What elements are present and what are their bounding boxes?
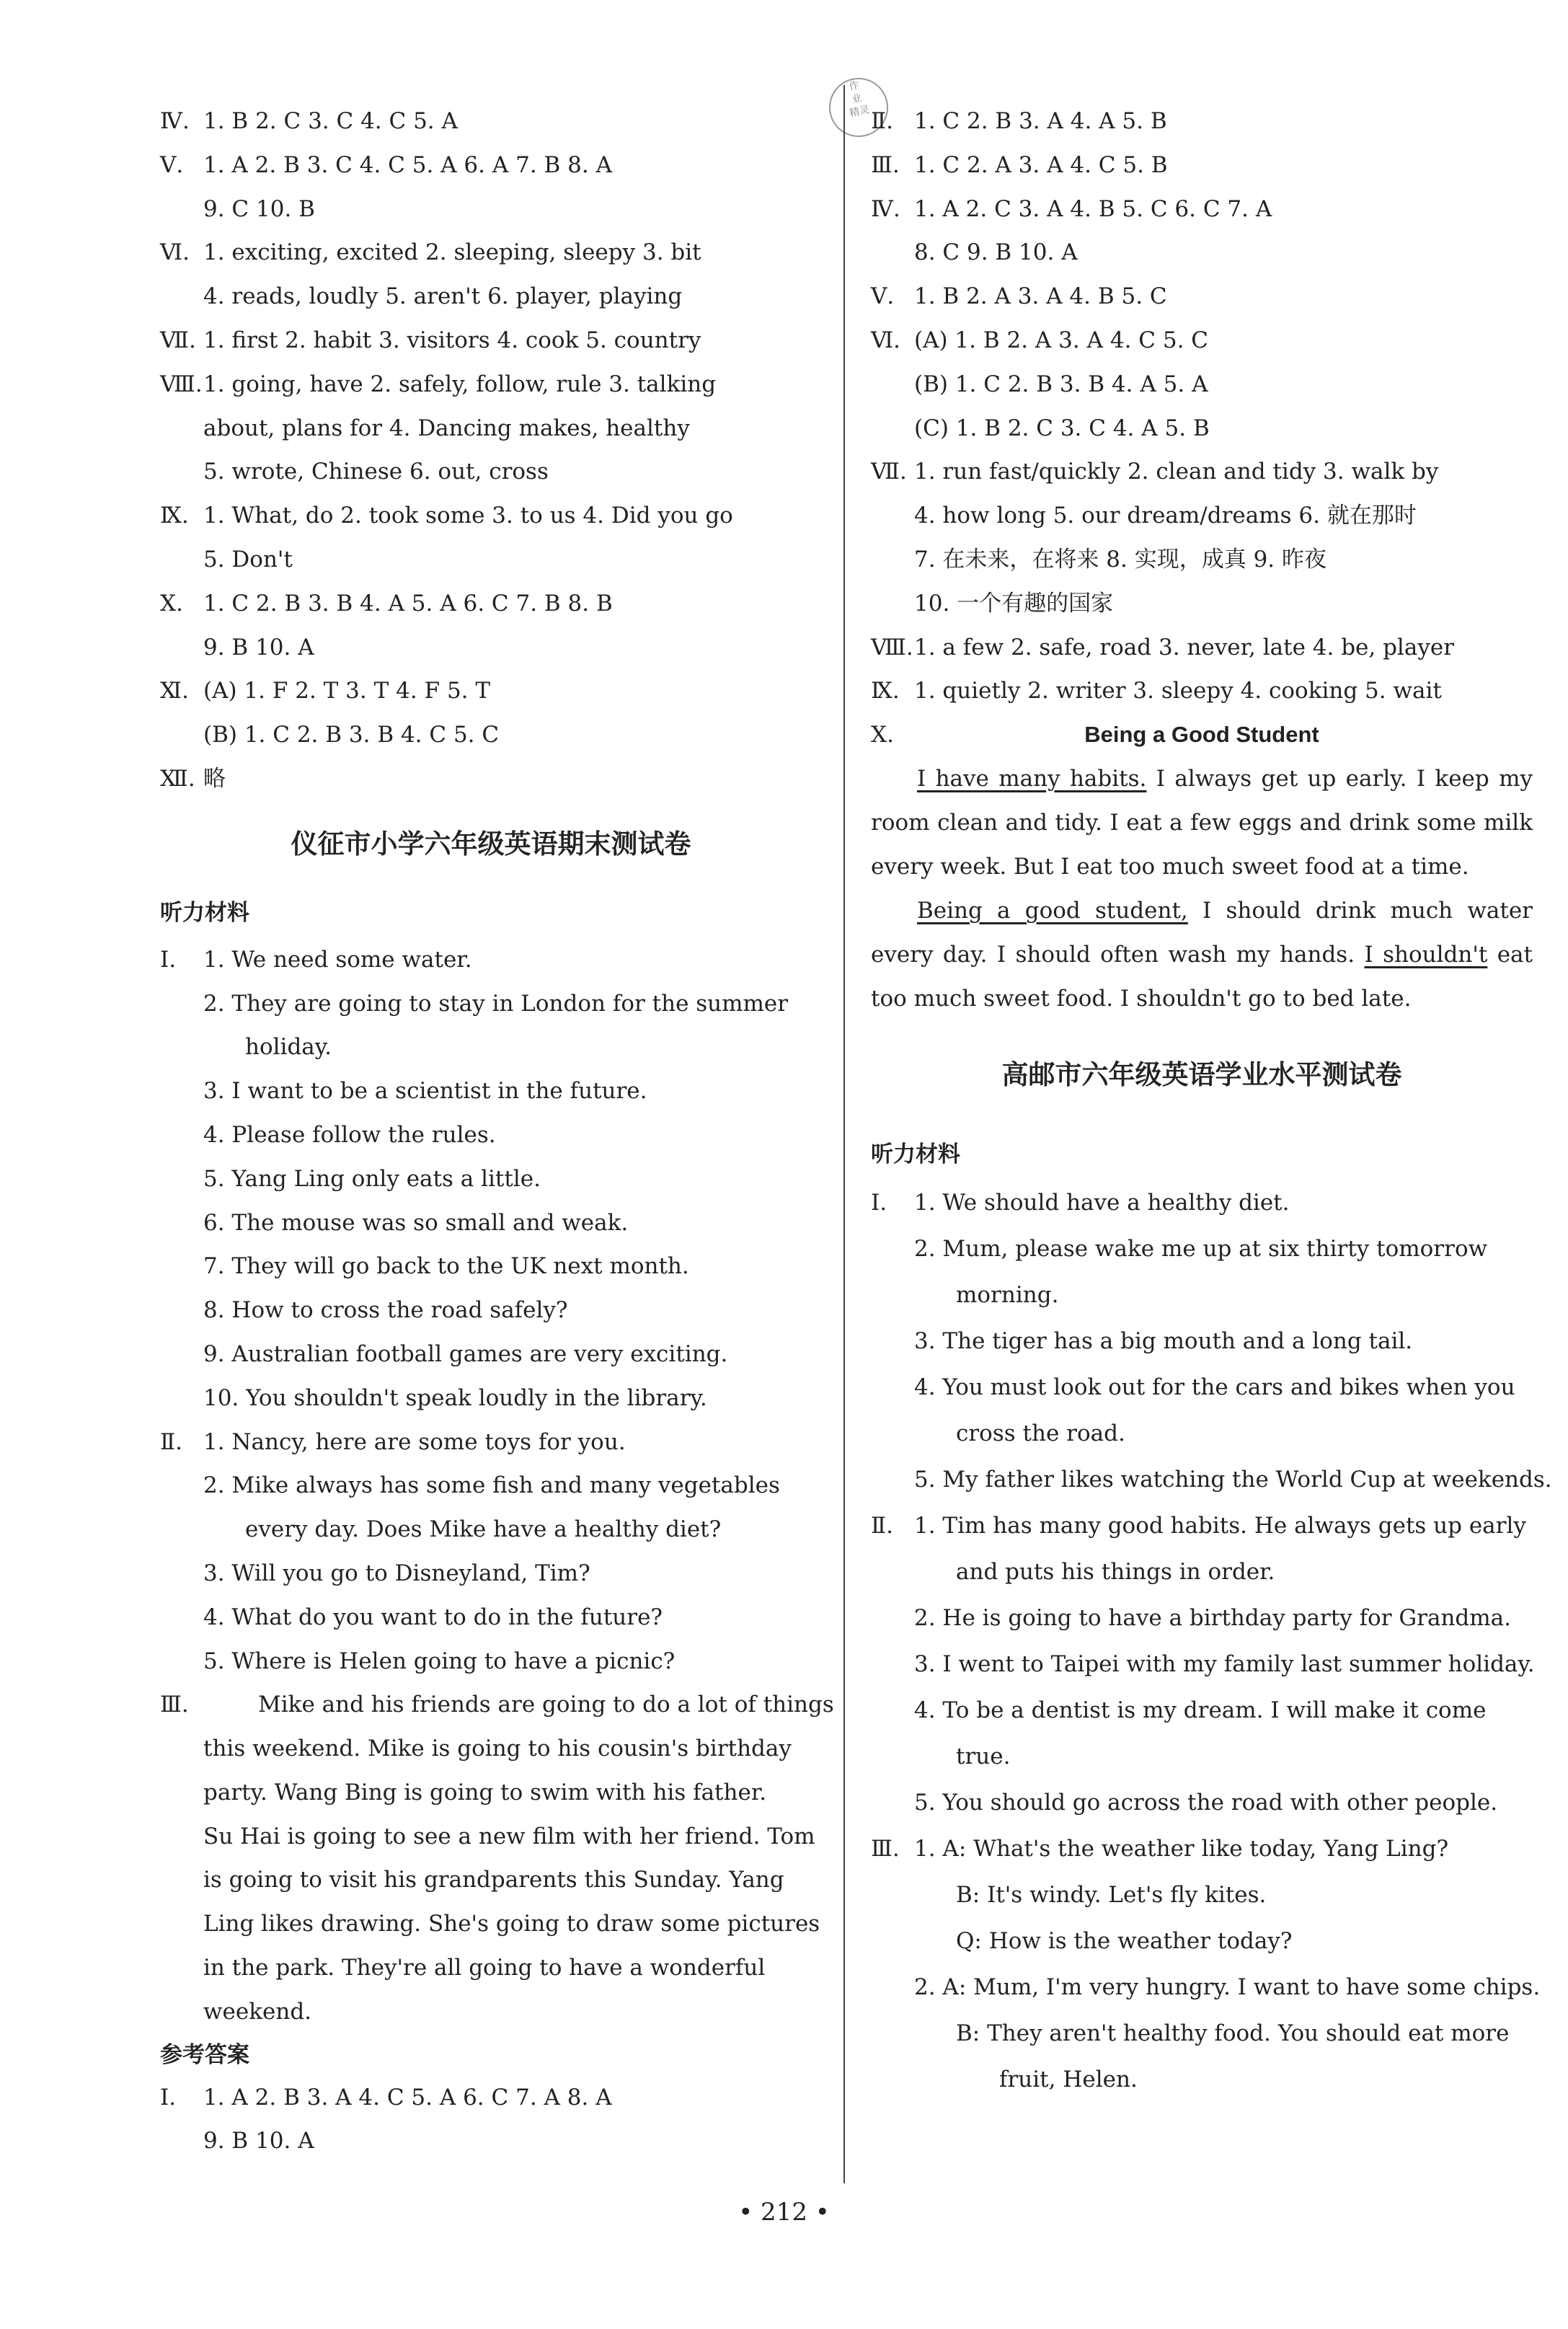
answer-line: Ⅳ. 1. A 2. C 3. A 4. B 5. C 6. C 7. A xyxy=(871,195,1272,222)
listening-line: morning. xyxy=(956,1281,1059,1308)
listening-line: this weekend. Mike is going to his cousin's birthday xyxy=(203,1736,792,1762)
answer-line: 9. B 10. A xyxy=(203,2128,314,2155)
answer-line: Ⅷ.1. a few 2. safe, road 3. never, late 4. be, player xyxy=(871,634,1455,660)
listening-part-3 xyxy=(871,1826,1541,2103)
answer-line: Ⅳ. 1. B 2. C 3. C 4. C 5. A xyxy=(160,108,458,134)
listening-line: 7. They will go back to the UK next month. xyxy=(203,1253,689,1280)
answer-line: Ⅱ. 1. C 2. B 3. A 4. A 5. B xyxy=(871,108,1167,134)
listening-part-1 xyxy=(160,938,822,1420)
listening-line: Su Hai is going to see a new film with her friend. Tom xyxy=(203,1823,815,1850)
answer-line: 5. wrote, Chinese 6. out, cross xyxy=(203,459,549,485)
essay-answer xyxy=(871,713,1533,1021)
listening-line: 2. They are going to stay in London for the summer xyxy=(203,990,789,1017)
listening-line: 3. I want to be a scientist in the future. xyxy=(203,1078,647,1105)
answer-line: Ⅶ. 1. first 2. habit 3. visitors 4. cook 5. country xyxy=(160,327,701,353)
listening-line: Ⅲ. Mike and his friends are going to do a lot of things xyxy=(160,1692,834,1718)
answer-line: (C) 1. B 2. C 3. C 4. A 5. B xyxy=(914,415,1210,441)
listening-line: holiday. xyxy=(245,1034,332,1061)
listening-line: 2. Mike always has some fish and many vegetables xyxy=(203,1472,780,1499)
right-column xyxy=(871,100,1552,2103)
listening-line: 5. You should go across the road with other people. xyxy=(914,1789,1498,1816)
answer-line: about, plans for 4. Dancing makes, healthy xyxy=(203,415,690,441)
listening-line: is going to visit his grandparents this Sunday. Yang xyxy=(203,1867,784,1893)
answer-line: 4. reads, loudly 5. aren't 6. player, playing xyxy=(203,283,683,310)
answer-line: 7. 在未来，在将来 8. 实现，成真 9. 昨夜 xyxy=(914,546,1326,573)
listening-line: 4. To be a dentist is my dream. I will make it come xyxy=(914,1697,1487,1723)
listening-line: 2. Mum, please wake me up at six thirty tomorrow xyxy=(914,1235,1488,1262)
listening-part-3 xyxy=(160,1683,834,2033)
listening-line: 5. Yang Ling only eats a little. xyxy=(203,1165,541,1192)
listening-line: Ⅲ. 1. A: What's the weather like today, Yang Ling? xyxy=(871,1835,1449,1862)
listening-line: 9. Australian football games are very exciting. xyxy=(203,1340,728,1367)
listening-line: 10. You shouldn't speak loudly in the library. xyxy=(203,1384,707,1411)
section-title: 仪征市小学六年级英语期末测试卷 xyxy=(291,828,691,859)
listening-heading: 听力材料 xyxy=(160,899,249,926)
answer-line: 9. C 10. B xyxy=(203,195,315,222)
essay-body xyxy=(871,757,1533,1021)
listening-line: cross the road. xyxy=(956,1420,1125,1446)
answer-line: Ⅹ. 1. C 2. B 3. B 4. A 5. A 6. C 7. B 8. B xyxy=(160,590,613,616)
answers-previous-section xyxy=(160,100,822,801)
listening-line: 4. What do you want to do in the future? xyxy=(203,1604,663,1630)
answer-line: 9. B 10. A xyxy=(203,634,314,660)
listening-line: fruit, Helen. xyxy=(999,2066,1138,2092)
listening-line: true. xyxy=(956,1743,1011,1769)
answer-line: Ⅵ. 1. exciting, excited 2. sleeping, sleepy 3. bit xyxy=(160,239,701,266)
listening-line: 3. I went to Taipei with my family last summer holiday. xyxy=(914,1650,1535,1677)
listening-line: B: It's windy. Let's fly kites. xyxy=(956,1881,1267,1908)
listening-line: 4. You must look out for the cars and bikes when you xyxy=(914,1374,1515,1400)
listening-line: 3. Will you go to Disneyland, Tim? xyxy=(203,1560,590,1586)
listening-part-1 xyxy=(871,1180,1552,1503)
essay-paragraph: Being a good student, I should drink much water every day. I should often wash my hands. I shouldn't eat too much sweet food. I shouldn't go to bed late. xyxy=(871,897,1533,1012)
answer-line: Ⅺ. (A) 1. F 2. T 3. T 4. F 5. T xyxy=(160,678,491,704)
answer-line: 10. 一个有趣的国家 xyxy=(914,590,1114,616)
answer-line: Ⅰ. 1. A 2. B 3. A 4. C 5. A 6. C 7. A 8. A xyxy=(160,2084,612,2111)
answer-line: 5. Don't xyxy=(203,546,293,573)
listening-line: and puts his things in order. xyxy=(956,1558,1275,1585)
answer-line: Ⅶ. 1. run fast/quickly 2. clean and tidy 3. walk by xyxy=(871,459,1439,485)
answer-line: Ⅵ. (A) 1. B 2. A 3. A 4. C 5. C xyxy=(871,327,1208,353)
essay-title: Being a Good Student xyxy=(1084,722,1319,748)
listening-heading: 听力材料 xyxy=(871,1141,960,1167)
answers-heading: 参考答案 xyxy=(160,2041,249,2068)
listening-line: 6. The mouse was so small and weak. xyxy=(203,1209,629,1236)
answer-line: 4. how long 5. our dream/dreams 6. 就在那时 xyxy=(914,503,1417,529)
answer-line: (B) 1. C 2. B 3. B 4. C 5. C xyxy=(203,722,500,748)
listening-line: 4. Please follow the rules. xyxy=(203,1121,496,1148)
answer-line: Ⅷ.1. going, have 2. safely, follow, rule 3. talking xyxy=(160,371,717,397)
listening-line: 2. He is going to have a birthday party for Grandma. xyxy=(914,1604,1511,1631)
listening-line: Ⅱ. 1. Tim has many good habits. He always gets up early xyxy=(871,1512,1526,1539)
answer-line: Ⅴ. 1. A 2. B 3. C 4. C 5. A 6. A 7. B 8. A xyxy=(160,151,612,178)
listening-line: every day. Does Mike have a healthy diet? xyxy=(245,1516,722,1543)
listening-line: Ⅰ. 1. We need some water. xyxy=(160,946,472,973)
listening-line: party. Wang Bing is going to swim with his father. xyxy=(203,1779,767,1806)
left-column xyxy=(160,100,834,2163)
page-number: • 212 • xyxy=(738,2198,830,2227)
section-title: 高邮市六年级英语学业水平测试卷 xyxy=(1001,1059,1402,1090)
answers-continued xyxy=(871,100,1533,713)
answer-line: (B) 1. C 2. B 3. B 4. A 5. A xyxy=(914,371,1208,397)
essay-title-line: Ⅹ. Being a Good Student xyxy=(871,713,1533,757)
listening-line: B: They aren't healthy food. You should eat more xyxy=(956,2020,1510,2046)
listening-part-2 xyxy=(160,1420,822,1684)
listening-line: 3. The tiger has a big mouth and a long tail. xyxy=(914,1327,1413,1354)
listening-line: Q: How is the weather today? xyxy=(956,1927,1293,1954)
essay-paragraph: I have many habits. I always get up early. I keep my room clean and tidy. I eat a few eggs and drink some milk every week. But I eat too much sweet food at a time. xyxy=(871,765,1533,880)
listening-line: 5. Where is Helen going to have a picnic? xyxy=(203,1648,676,1674)
answer-line: Ⅴ. 1. B 2. A 3. A 4. B 5. C xyxy=(871,283,1167,310)
listening-line: 2. A: Mum, I'm very hungry. I want to have some chips. xyxy=(914,1974,1541,2000)
listening-line: Ⅰ. 1. We should have a healthy diet. xyxy=(871,1189,1290,1216)
listening-line: 8. How to cross the road safely? xyxy=(203,1297,568,1324)
answer-line: Ⅸ. 1. What, do 2. took some 3. to us 4. Did you go xyxy=(160,503,733,529)
answer-line: Ⅻ. 略 xyxy=(160,765,226,792)
column-divider xyxy=(843,85,845,2183)
stamp-seal-icon: 作 业 精灵 xyxy=(823,72,893,142)
listening-line: weekend. xyxy=(203,1998,312,2025)
listening-part-2 xyxy=(871,1503,1533,1826)
listening-line: Ling likes drawing. She's going to draw some pictures xyxy=(203,1911,820,1937)
listening-line: Ⅱ. 1. Nancy, here are some toys for you. xyxy=(160,1428,626,1455)
answer-line: 8. C 9. B 10. A xyxy=(914,239,1078,266)
listening-line: 5. My father likes watching the World Cup at weekends. xyxy=(914,1466,1552,1493)
answer-line: Ⅲ. 1. C 2. A 3. A 4. C 5. B xyxy=(871,151,1168,178)
answer-line: Ⅸ. 1. quietly 2. writer 3. sleepy 4. cooking 5. wait xyxy=(871,678,1442,704)
listening-line: in the park. They're all going to have a wonderful xyxy=(203,1955,766,1981)
